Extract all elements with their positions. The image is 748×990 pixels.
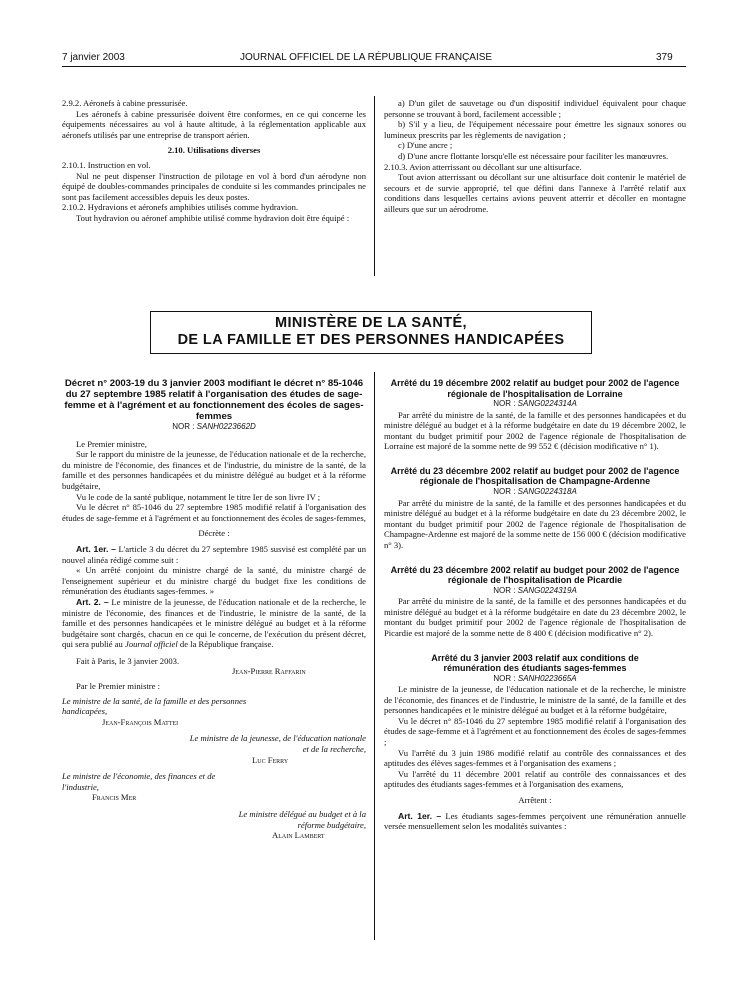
paragraph: Tout avion atterrissant ou décollant sur une altisurface doit contenir le matériel de secours et de survie approprié, tel que défini dans l'annexe à l'arrêté relatif aux conditions dans lesquelles certains avions peuvent atterrir et décoller en montagne ailleurs que sur un aérodrome. (384, 172, 686, 214)
journal-reference: Journal officiel (125, 639, 178, 650)
paragraph: Nul ne peut dispenser l'instruction de pilotage en vol à bord d'un aérodyne non équipé de doubles-commandes principales de conduite si les commandes principales ne sont pas facilement accessibles depuis les deux postes. (62, 170, 366, 202)
article-text: Les étudiants sages-femmes perçoivent une rémunération annuelle versée mensuellement selon les modalités suivantes : (384, 810, 686, 832)
list-item: b) S'il y a lieu, de l'équipement nécessaire pour émettre les signaux sonores ou lumineux prescrits par les règlements de navigation ; (384, 119, 686, 140)
paragraph: Les aéronefs à cabine pressurisée doivent être conformes, en ce qui concerne les équipements nécessaires au vol à haute altitude, à la réglementation applicable aux aéronefs utilisés par une entreprise de transport aérien. (62, 108, 366, 140)
fait-line: Fait à Paris, le 3 janvier 2003. (76, 655, 180, 666)
article-label: Art. 1er. – (398, 810, 442, 821)
nor-code: SANH0223662D (196, 422, 256, 431)
signature-block (62, 733, 366, 765)
article-text: de la République française. (179, 639, 274, 650)
header-date: 7 janvier 2003 (62, 52, 125, 63)
signature-name: Jean-François Mattei (102, 716, 179, 727)
paragraph: Vu le code de la santé publique, notamment le titre Ier de son livre IV ; (76, 491, 321, 502)
paragraph: Vu l'arrêté du 11 décembre 2001 relatif au contrôle des connaissances et des aptitudes des étudiants sages-femmes et à l'organisation des examens, (384, 768, 686, 790)
nor-code: SANG0224318A (517, 486, 577, 496)
top-right-column (384, 98, 686, 215)
decret-nor (62, 422, 366, 433)
article-1 (62, 544, 366, 565)
signature-name: Francis Mer (92, 792, 137, 803)
par-line: Par le Premier ministre : (76, 681, 161, 692)
signature-title: Le ministre délégué au budget et à la réforme budgétaire, (238, 809, 366, 830)
paragraph: Le ministre de la jeunesse, de l'éducation nationale et de la recherche, le ministre de l'économie, des finances et de l'industrie, le ministre de la santé, de la famille et des personnes handicapées et le ministre délégué au budget et à la réforme budgétaire, (384, 684, 686, 716)
section-heading: 2.10.1. Instruction en vol. (62, 159, 151, 170)
header-page-number: 379 (656, 52, 673, 63)
header-journal: JOURNAL OFFICIEL DE LA RÉPUBLIQUE FRANÇAISE (240, 52, 493, 63)
article-text: Le ministre de la jeunesse, de l'éducation nationale et de la recherche, le ministre de l'économie, des finances et de l'industrie, le ministre de la santé, de la famille et des personnes handicapées et le ministre délégué au budget et à la réforme budgétaire sont chargés, chacun en ce qui le concerne, de l'exécution du présent décret, qui sera publié au (62, 596, 366, 650)
signature-title: Le ministre de la santé, de la famille et des personnes handicapées, (62, 695, 247, 717)
arrete-title: Arrêté du 19 décembre 2002 relatif au budget pour 2002 de l'agence régionale de l'hospitalisation de Lorraine (390, 378, 680, 399)
signature-block (62, 809, 366, 841)
top-left-column (62, 98, 366, 224)
ministry-banner (150, 311, 592, 354)
arretes-column (384, 378, 686, 832)
column-divider (374, 372, 375, 940)
list-item: c) D'une ancre ; (398, 140, 453, 151)
header-rule (62, 66, 686, 67)
arrete-nor: NOR : SANG0224319A (493, 585, 577, 595)
section-heading: 2.10.3. Avion atterrissant ou décollant sur une altisurface. (384, 161, 582, 172)
paragraph: Vu le décret n° 85-1046 du 27 septembre 1985 modifié relatif à l'organisation des études de sage-femme et à l'agrément et au fonctionnement des écoles de sages-femmes, (62, 502, 366, 523)
article-quote: « Un arrêté conjoint du ministre chargé de la santé, du ministre chargé de l'enseignement supérieur et du ministre chargé du budget fixe les conditions de rémunération des étudiants sages-femmes. » (62, 565, 366, 597)
ministry-line-2: DE LA FAMILLE ET DES PERSONNES HANDICAPÉES (177, 332, 565, 348)
paragraph: Vu le décret n° 85-1046 du 27 septembre 1985 modifié relatif à l'organisation des études de sage-femme et à l'agrément et au fonctionnement des écoles de sages-femmes ; (384, 715, 686, 748)
arrete-title: Arrêté du 23 décembre 2002 relatif au budget pour 2002 de l'agence régionale de l'hospitalisation de Picardie (390, 564, 680, 586)
article-label: Art. 2. – (76, 596, 109, 607)
article-text: L'article 3 du décret du 27 septembre 1985 susvisé est complété par un nouvel alinéa rédigé comme suit : (62, 543, 366, 565)
paragraph: Tout hydravion ou aéronef amphibie utilisé comme hydravion doit être équipé : (76, 212, 350, 223)
nor-label: NOR : (172, 422, 195, 431)
column-divider (374, 96, 375, 276)
paragraph: Sur le rapport du ministre de la jeunesse, de l'éducation nationale et de la recherche, du ministre de l'économie, des finances et de l'industrie, du ministre de la santé, de la famille et des personnes handicapées et du ministre délégué au budget et à la réforme budgétaire, (62, 449, 366, 491)
nor-code: SANG0224314A (517, 399, 577, 408)
signature-name: Alain Lambert (272, 830, 325, 841)
signature-title: Le ministre de l'économie, des finances et de l'industrie, (62, 771, 216, 792)
arrete-nor: NOR : SANH0223665A (493, 673, 577, 683)
signature-block (62, 696, 366, 728)
nor-code: SANH0223665A (517, 673, 577, 683)
article-2 (62, 597, 366, 650)
arrete-title: Arrêté du 23 décembre 2002 relatif au budget pour 2002 de l'agence régionale de l'hospitalisation de Champagne-Ardenne (390, 465, 680, 487)
paragraph: Le Premier ministre, (76, 438, 147, 449)
arrete-title: Arrêté du 3 janvier 2003 relatif aux conditions de rémunération des étudiants sages-femmes (431, 652, 639, 673)
signature-pm: Jean-Pierre Raffarin (232, 666, 306, 677)
section-heading: 2.9.2. Aéronefs à cabine pressurisée. (62, 98, 188, 108)
article-label: Art. 1er. – (76, 543, 116, 554)
paragraph: Par arrêté du ministre de la santé, de la famille et des personnes handicapées et du ministre délégué au budget et à la réforme budgétaire en date du 23 décembre 2002, le montant du budget primitif pour 2002 de l'agence régionale de l'hospitalisation de Champagne-Ardenne est majoré de la somme nette de 156 000 € (décision modificative n° 3). (384, 497, 686, 550)
paragraph: Vu l'arrêté du 3 juin 1986 modifié relatif au contrôle des connaissances et des aptitudes des élèves sages-femmes et à l'organisation des examens ; (384, 747, 686, 769)
paragraph: Par arrêté du ministre de la santé, de la famille et des personnes handicapées et du ministre délégué au budget et à la réforme budgétaire en date du 19 décembre 2002, le montant du budget primitif pour 2002 de l'agence régionale de l'hospitalisation de Lorraine est majoré de la somme nette de 99 552 € (décision modificative n° 1). (384, 409, 686, 452)
decret-title: Décret n° 2003-19 du 3 janvier 2003 modifiant le décret n° 85-1046 du 27 septembre 1985 relatif à l'organisation des études de sage-femme et à l'agrément et au fonctionnement des écoles de sages-femmes (64, 378, 364, 422)
arrete-nor: NOR : SANG0224318A (493, 486, 577, 496)
signature-name: Luc Ferry (252, 754, 289, 765)
paragraph: Par arrêté du ministre de la santé, de la famille et des personnes handicapées et du ministre délégué au budget et à la réforme budgétaire en date du 23 décembre 2002, le montant du budget primitif pour 2002 de l'agence régionale de l'hospitalisation de Picardie est majoré de la somme nette de 8 400 € (décision modificative n° 2). (384, 596, 686, 638)
list-item: a) D'un gilet de sauvetage ou d'un dispositif individuel équivalent pour chaque personne se trouvant à bord, facilement accessible ; (384, 98, 686, 119)
article-1 (384, 811, 686, 832)
signature-block (62, 771, 366, 803)
decret-column (62, 378, 366, 841)
section-heading: 2.10. Utilisations diverses (167, 145, 261, 156)
decrete: Décrète : (198, 528, 230, 539)
nor-code: SANG0224319A (517, 585, 577, 595)
ministry-line-1: MINISTÈRE DE LA SANTÉ, (275, 315, 467, 331)
list-item: d) D'une ancre flottante lorsqu'elle est nécessaire pour faciliter les manœuvres. (398, 150, 669, 161)
section-heading: 2.10.2. Hydravions et aéronefs amphibies utilisés comme hydravion. (62, 202, 299, 213)
arrete-nor: NOR : SANG0224314A (493, 399, 577, 408)
signature-title: Le ministre de la jeunesse, de l'éducation nationale et de la recherche, (189, 733, 366, 755)
arretent: Arrêtent : (518, 795, 552, 806)
